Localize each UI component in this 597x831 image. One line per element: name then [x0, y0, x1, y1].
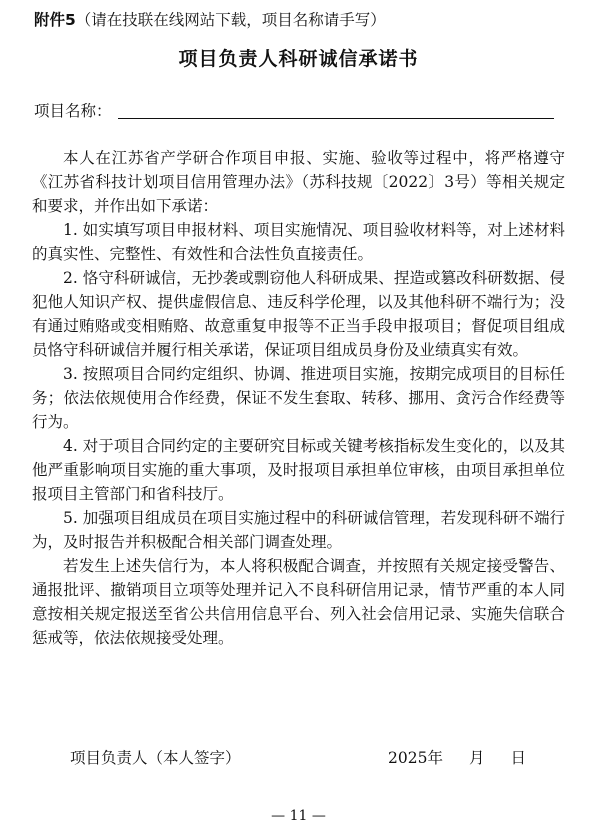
page-number: — 11 — — [271, 808, 326, 824]
project-name-label: 项目名称： — [34, 102, 112, 120]
paragraph-item-3: 3. 按照项目合同约定组织、协调、推进项目实施，按期完成项目的目标任务；依法依规使用合作经费，保证不发生套取、转移、挪用、贪污合作经费等行为。 — [32, 365, 565, 431]
paragraph-consequence: 若发生上述失信行为，本人将积极配合调查，并按照有关规定接受警告、通报批评、撤销项目立项等处理并记入不良科研信用记录，情节严重的本人同意按相关规定报送至省公共信用信息平台、列入社会信用记录、实施失信联合惩戒等，依法依规接受处理。 — [32, 557, 565, 647]
project-name-blank-line — [118, 118, 554, 119]
paragraph-item-4: 4. 对于项目合同约定的主要研究目标或关键考核指标发生变化的，以及其他严重影响项目实施的重大事项，及时报项目承担单位审核，由项目承担单位报项目主管部门和省科技厅。 — [32, 437, 565, 503]
paragraph-intro: 本人在江苏省产学研合作项目申报、实施、验收等过程中，将严格遵守《江苏省科技计划项目信用管理办法》（苏科技规〔2022〕3号）等相关规定和要求，并作出如下承诺： — [32, 149, 565, 215]
date-day: 日 — [510, 749, 526, 767]
date-month: 月 — [468, 749, 485, 767]
commitment-body — [32, 146, 565, 650]
document-title: 项目负责人科研诚信承诺书 — [178, 48, 419, 70]
date-year: 2025年 — [388, 749, 443, 767]
attachment-header — [34, 8, 386, 30]
paragraph-item-5: 5. 加强项目组成员在项目实施过程中的科研诚信管理，若发现科研不端行为，及时报告并积极配合相关部门调查处理。 — [32, 509, 565, 551]
attachment-label: 附件5 — [34, 11, 76, 29]
signature-date — [388, 746, 526, 768]
paragraph-item-2: 2. 恪守科研诚信，无抄袭或剽窃他人科研成果、捏造或篡改科研数据、侵犯他人知识产权、提供虚假信息、违反科学伦理，以及其他科研不端行为；没有通过贿赂或变相贿赂、故意重复申报等不正当手段申报项目；督促项目组成员恪守科研诚信并履行相关承诺，保证项目组成员身份及业绩真实有效。 — [32, 269, 565, 359]
attachment-note: （请在技联在线网站下载，项目名称请手写） — [75, 11, 386, 29]
paragraph-item-1: 1. 如实填写项目申报材料、项目实施情况、项目验收材料等，对上述材料的真实性、完整性、有效性和合法性负直接责任。 — [32, 221, 565, 263]
signature-label: 项目负责人（本人签字） — [70, 749, 241, 767]
